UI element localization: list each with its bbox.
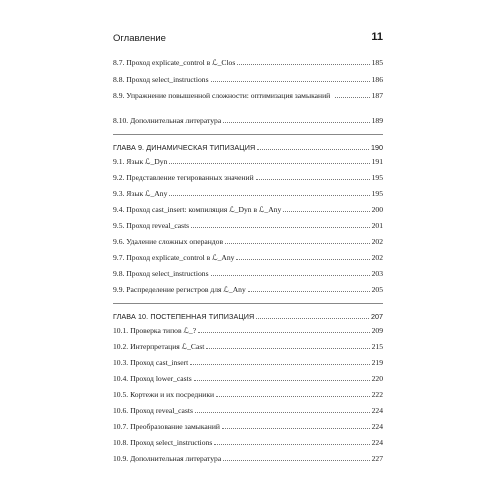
toc-entry-10-1[interactable] [113, 326, 383, 335]
toc-entry-10-5[interactable] [113, 390, 383, 399]
toc-entry-page: 186 [371, 75, 383, 84]
dot-leader [191, 227, 369, 228]
toc-entry-title: 8.9. Упражнение повышенной сложности: оптимизация замыканий [113, 91, 331, 100]
toc-chapter-page: 190 [371, 143, 383, 152]
toc-entry-8-8[interactable] [113, 75, 383, 84]
toc-chapter-title: ГЛАВА 10. ПОСТЕПЕННАЯ ТИПИЗАЦИЯ [113, 312, 255, 321]
toc-chapter-9[interactable] [113, 143, 383, 152]
toc-entry-title: 10.8. Проход select_instructions [113, 438, 213, 447]
dot-leader [257, 149, 369, 150]
toc-entry-9-7[interactable] [113, 253, 383, 262]
toc-entry-page: 220 [371, 374, 383, 383]
toc-entry-title: 10.1. Проверка типов ℒ_? [113, 326, 197, 335]
toc-entry-title: 9.4. Проход cast_insert: компиляция ℒ_Dyn в ℒ_Any [113, 205, 282, 214]
toc-entry-9-9[interactable] [113, 285, 383, 294]
toc-entry-10-6[interactable] [113, 406, 383, 415]
dot-leader [169, 163, 369, 164]
dot-leader [223, 460, 369, 461]
toc-entry-page: 195 [371, 173, 383, 182]
toc-entry-page: 187 [371, 91, 383, 100]
dot-leader [198, 332, 370, 333]
toc-entry-title: 10.2. Интерпретация ℒ_Cast [113, 342, 205, 351]
dot-leader [225, 243, 370, 244]
toc-chapter-10[interactable] [113, 312, 383, 321]
toc-entry-title: 9.6. Удаление сложных операндов [113, 237, 224, 246]
toc-entry-page: 224 [371, 438, 383, 447]
toc-entry-8-7[interactable] [113, 58, 383, 67]
dot-leader [214, 444, 369, 445]
dot-leader [256, 179, 370, 180]
toc-entry-title: 10.3. Проход cast_insert [113, 358, 189, 367]
toc-entry-page: 189 [371, 116, 383, 125]
toc-entry-title: 9.1. Язык ℒ_Dyn [113, 157, 168, 166]
toc-entry-title: 9.9. Распределение регистров для ℒ_Any [113, 285, 246, 294]
dot-leader [195, 412, 370, 413]
toc-entry-page: 195 [371, 189, 383, 198]
toc-entry-page: 202 [371, 237, 383, 246]
toc-entry-page: 191 [371, 157, 383, 166]
dot-leader [256, 318, 369, 319]
dot-leader [206, 348, 369, 349]
toc-entry-9-8[interactable] [113, 269, 383, 278]
toc-entry-title: 10.5. Кортежи и их посредники [113, 390, 215, 399]
toc-entry-9-6[interactable] [113, 237, 383, 246]
toc-entry-10-7[interactable] [113, 422, 383, 431]
dot-leader [335, 97, 370, 98]
toc-entry-10-3[interactable] [113, 358, 383, 367]
dot-leader [216, 396, 369, 397]
toc-entry-title: 9.5. Проход reveal_casts [113, 221, 190, 230]
dot-leader [248, 291, 370, 292]
section-divider [113, 134, 383, 135]
toc-entry-page: 224 [371, 422, 383, 431]
toc-entry-title: 10.6. Проход reveal_casts [113, 406, 193, 415]
toc-entry-9-3[interactable] [113, 189, 383, 198]
toc-entry-title: 9.8. Проход select_instructions [113, 269, 209, 278]
toc-entry-page: 203 [371, 269, 383, 278]
dot-leader [211, 81, 370, 82]
toc-entry-page: 227 [371, 454, 383, 463]
toc-entry-page: 222 [371, 390, 383, 399]
toc-entry-title: 8.8. Проход select_instructions [113, 75, 209, 84]
toc-entry-title: 10.7. Преобразование замыканий [113, 422, 220, 431]
toc-chapter-page: 207 [371, 312, 383, 321]
toc-entry-page: 209 [371, 326, 383, 335]
dot-leader [190, 364, 369, 365]
page-number: 11 [371, 31, 383, 43]
dot-leader [237, 64, 369, 65]
toc-entry-9-5[interactable] [113, 221, 383, 230]
toc-entry-page: 215 [371, 342, 383, 351]
dot-leader [222, 428, 370, 429]
toc-entry-10-4[interactable] [113, 374, 383, 383]
toc-entry-10-9[interactable] [113, 454, 383, 463]
toc-entry-8-9[interactable] [113, 91, 383, 100]
toc-entry-10-2[interactable] [113, 342, 383, 351]
toc-entry-title: 9.7. Проход explicate_control в ℒ_Any [113, 253, 235, 262]
toc-entry-title: 8.7. Проход explicate_control в ℒ_Clos [113, 58, 236, 67]
toc-entry-page: 200 [371, 205, 383, 214]
dot-leader [223, 122, 369, 123]
toc-entry-page: 205 [371, 285, 383, 294]
toc-entry-title: 9.2. Представление тегированных значений [113, 173, 254, 182]
dot-leader [283, 211, 369, 212]
toc-entry-title: 9.3. Язык ℒ_Any [113, 189, 168, 198]
running-header [113, 33, 383, 49]
toc-entry-page: 224 [371, 406, 383, 415]
toc-entry-page: 219 [371, 358, 383, 367]
toc-entry-9-2[interactable] [113, 173, 383, 182]
dot-leader [194, 380, 370, 381]
dot-leader [236, 259, 369, 260]
toc-entry-9-4[interactable] [113, 205, 383, 214]
toc-entry-10-8[interactable] [113, 438, 383, 447]
dot-leader [211, 275, 370, 276]
toc-entry-page: 185 [371, 58, 383, 67]
toc-entry-page: 202 [371, 253, 383, 262]
toc-entry-9-1[interactable] [113, 157, 383, 166]
running-header-title: Оглавление [113, 33, 166, 44]
section-divider [113, 303, 383, 304]
toc-entry-8-10[interactable] [113, 116, 383, 125]
toc-entry-page: 201 [371, 221, 383, 230]
toc-entry-title: 8.10. Дополнительная литература [113, 116, 222, 125]
toc-chapter-title: ГЛАВА 9. ДИНАМИЧЕСКАЯ ТИПИЗАЦИЯ [113, 143, 256, 152]
toc-entry-title: 10.9. Дополнительная литература [113, 454, 222, 463]
dot-leader [169, 195, 369, 196]
toc-entry-title: 10.4. Проход lower_casts [113, 374, 192, 383]
